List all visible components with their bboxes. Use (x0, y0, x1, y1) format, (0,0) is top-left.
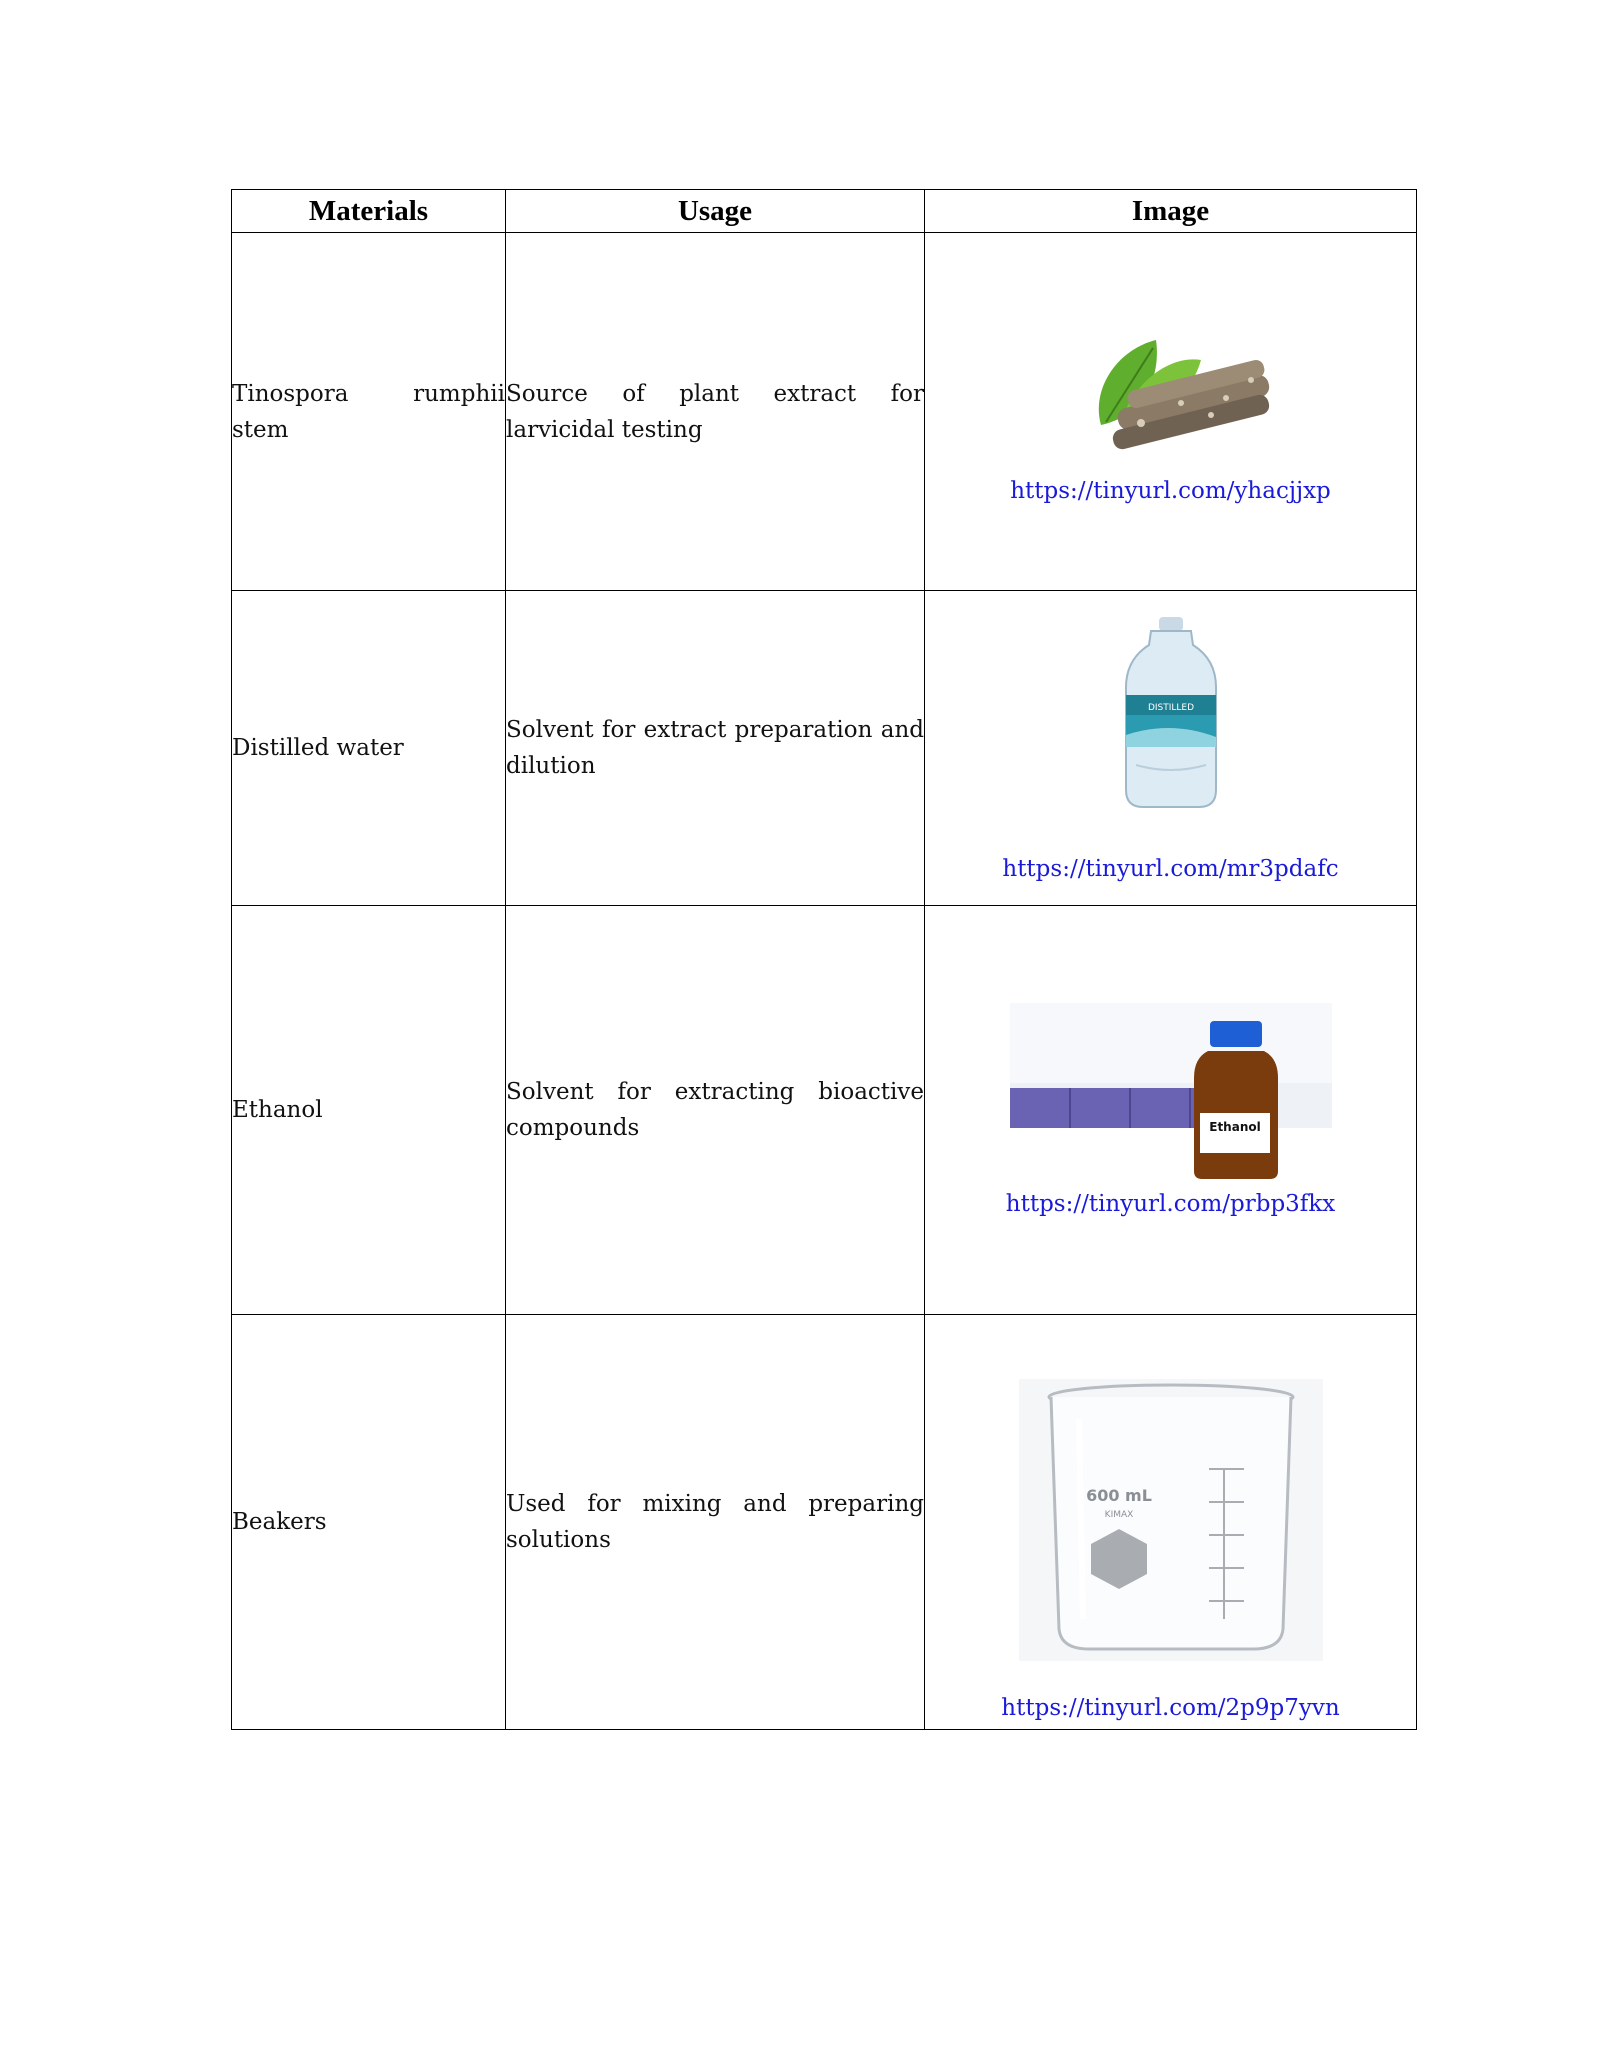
table-row (232, 233, 1417, 591)
header-image: Image (925, 190, 1417, 233)
svg-text:DISTILLED: DISTILLED (1147, 702, 1194, 713)
material-cell: Ethanol (232, 906, 506, 1315)
material-cell: Distilled water (232, 591, 506, 906)
usage-cell: Source of plant extract for larvicidal testing (506, 233, 925, 591)
material-cell: Tinospora rumphii stem (232, 233, 506, 591)
distilled-water-bottle-photo (1121, 615, 1221, 810)
header-usage: Usage (506, 190, 925, 233)
svg-text:600 mL: 600 mL (1085, 1486, 1152, 1505)
usage-cell: Solvent for extract preparation and dilution (506, 591, 925, 906)
svg-text:Ethanol: Ethanol (1208, 1120, 1261, 1134)
header-row (232, 190, 1417, 233)
header-materials: Materials (232, 190, 506, 233)
svg-text:KIMAX: KIMAX (1104, 1510, 1133, 1520)
material-cell: Beakers (232, 1315, 506, 1730)
table-row (232, 1315, 1417, 1730)
usage-cell: Solvent for extracting bioactive compounds (506, 906, 925, 1315)
image-link[interactable]: https://tinyurl.com/mr3pdafc (1002, 855, 1339, 882)
table-row (232, 906, 1417, 1315)
usage-cell: Used for mixing and preparing solutions (506, 1315, 925, 1730)
table-row (232, 591, 1417, 906)
image-cell (925, 233, 1417, 591)
image-cell (925, 1315, 1417, 1730)
image-cell (925, 591, 1417, 906)
image-link[interactable]: https://tinyurl.com/2p9p7yvn (1001, 1695, 1340, 1721)
image-link[interactable]: https://tinyurl.com/prbp3fkx (1005, 1191, 1336, 1217)
beaker-photo (1019, 1379, 1323, 1661)
image-link[interactable]: https://tinyurl.com/yhacjjxp (1010, 477, 1331, 504)
materials-table (231, 189, 1417, 1730)
tinospora-stem-photo (1061, 320, 1281, 450)
image-cell (925, 906, 1417, 1315)
ethanol-bottle-photo (1010, 1003, 1332, 1181)
